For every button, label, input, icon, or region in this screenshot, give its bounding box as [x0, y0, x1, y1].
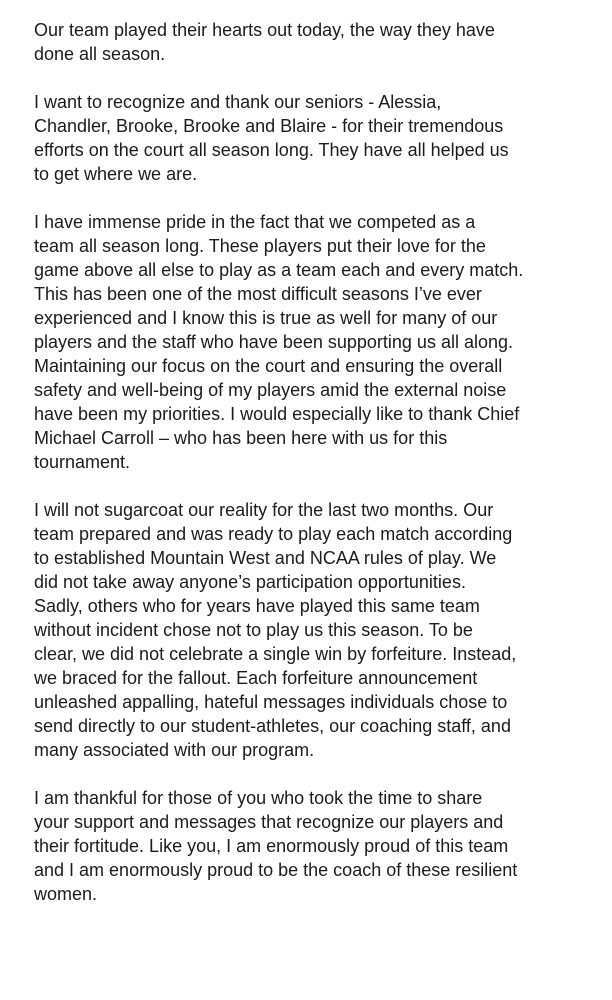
text-line: team prepared and was ready to play each match according: [34, 524, 513, 544]
text-line: efforts on the court all season long. They have all helped us: [34, 140, 509, 160]
text-line: Michael Carroll – who has been here with us for this: [34, 428, 448, 448]
text-line: I have immense pride in the fact that we competed as a: [34, 212, 476, 232]
text-line: many associated with our program.: [34, 740, 315, 760]
paragraph-pride: [34, 210, 594, 474]
paragraph-opening: [34, 18, 594, 66]
text-line: their fortitude. Like you, I am enormously proud of this team: [34, 836, 509, 856]
text-line: and I am enormously proud to be the coach of these resilient: [34, 860, 518, 880]
text-line: team all season long. These players put their love for the: [34, 236, 486, 256]
text-line: done all season.: [34, 44, 166, 64]
text-line: we braced for the fallout. Each forfeiture announcement: [34, 668, 478, 688]
text-line: players and the staff who have been supporting us all along.: [34, 332, 513, 352]
text-line: have been my priorities. I would especially like to thank Chief: [34, 404, 520, 424]
text-line: game above all else to play as a team each and every match.: [34, 260, 524, 280]
text-line: women.: [34, 884, 98, 904]
text-line: Chandler, Brooke, Brooke and Blaire - for their tremendous: [34, 116, 504, 136]
text-line: to get where we are.: [34, 164, 198, 184]
text-line: tournament.: [34, 452, 131, 472]
text-line: Sadly, others who for years have played this same team: [34, 596, 480, 616]
text-line: did not take away anyone’s participation opportunities.: [34, 572, 466, 592]
text-line: Maintaining our focus on the court and ensuring the overall: [34, 356, 503, 376]
statement-body: [34, 18, 594, 906]
text-line: safety and well-being of my players amid the external noise: [34, 380, 507, 400]
text-line: Our team played their hearts out today, the way they have: [34, 20, 495, 40]
text-line: without incident chose not to play us this season. To be: [34, 620, 473, 640]
text-line: clear, we did not celebrate a single win by forfeiture. Instead,: [34, 644, 517, 664]
text-line: unleashed appalling, hateful messages individuals chose to: [34, 692, 508, 712]
text-line: I am thankful for those of you who took the time to share: [34, 788, 483, 808]
text-line: send directly to our student-athletes, our coaching staff, and: [34, 716, 511, 736]
paragraph-thanks: [34, 786, 594, 906]
text-line: I will not sugarcoat our reality for the last two months. Our: [34, 500, 494, 520]
text-line: your support and messages that recognize our players and: [34, 812, 504, 832]
paragraph-reality: [34, 498, 594, 762]
text-line: experienced and I know this is true as well for many of our: [34, 308, 498, 328]
text-line: to established Mountain West and NCAA rules of play. We: [34, 548, 497, 568]
text-line: I want to recognize and thank our seniors - Alessia,: [34, 92, 442, 112]
paragraph-seniors: [34, 90, 594, 186]
text-line: This has been one of the most difficult seasons I’ve ever: [34, 284, 482, 304]
